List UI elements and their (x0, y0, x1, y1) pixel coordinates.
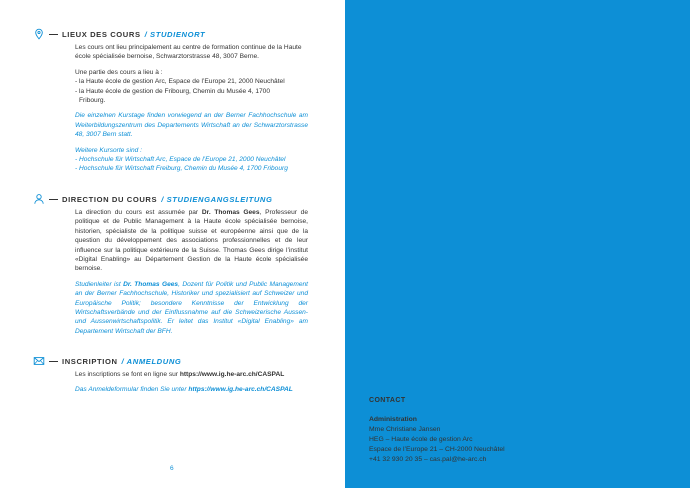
person-icon (33, 193, 45, 205)
lieux-de-paragraph-1: Die einzelnen Kurstage finden vorwiegend an der Berner Fachhochschule am Weiterbildungszentrum des Departements Wirtschaft an der Schwarztorstrasse 48, 3007 Bern statt. (75, 112, 308, 139)
heading-dash (49, 199, 58, 200)
contact-name: Mme Christiane Jansen (369, 426, 441, 433)
registration-link-de[interactable]: https://www.ig.he-arc.ch/CASPAL (188, 386, 293, 394)
contact-address: Espace de l’Europe 21 – CH-2000 Neuchâtel (369, 446, 505, 453)
contact-admin-label: Administration (369, 416, 417, 423)
lieux-paragraph-1: Les cours ont lieu principalement au centre de formation continue de la Haute école spécialisée bernoise, Schwarztorstrasse 48, 3007 Berne. (75, 44, 302, 61)
section-heading-inscription (33, 355, 181, 367)
contact-details (369, 415, 505, 465)
inscription-paragraph-fr: Les inscriptions se font en ligne sur https://www.ig.he-arc.ch/CASPAL (75, 371, 285, 378)
heading-dash (49, 34, 58, 35)
heading-de: / ANMELDUNG (121, 356, 182, 366)
direction-content (75, 208, 308, 342)
director-name-de: Dr. Thomas Gees (123, 280, 179, 288)
envelope-icon (33, 355, 45, 367)
heading-dash (49, 361, 58, 362)
contact-school: HEG – Haute école de gestion Arc (369, 436, 473, 443)
heading-de: / STUDIENGANGSLEITUNG (161, 194, 273, 204)
contact-phone-email[interactable]: +41 32 930 20 35 – cas.pal@he-arc.ch (369, 456, 487, 463)
lieux-paragraph-2: Une partie des cours a lieu à : - la Haute école de gestion Arc, Espace de l’Europe 21, 2000 Neuchâtel - la Haute école de gestion de Fribourg, Chemin du Musée 4, 1700 Fribourg. (75, 68, 285, 105)
inscription-paragraph-de: Das Anmeldeformular finden Sie unter https://www.ig.he-arc.ch/CASPAL (75, 386, 293, 394)
page-number: 6 (170, 465, 174, 472)
lieux-de-paragraph-2: Weitere Kursorte sind : - Hochschule für Wirtschaft Arc, Espace de l’Europe 21, 2000 Neuchâtel - Hochschule für Wirtschaft Freiburg, Chemin du Musée 4, 1700 Fribourg (75, 146, 288, 173)
heading-fr: LIEUX DES COURS (62, 29, 141, 39)
heading-de: / STUDIENORT (144, 29, 206, 39)
direction-paragraph-fr: La direction du cours est assumée par Dr. Thomas Gees, Professeur de politique et de Public Management à la Haute école spécialisée bernoise, historien, spécialiste de la politique suisse et européenne ainsi que de la question du développement des associations professionnelles et de leur influence sur la politique extérieure de la Suisse. Thomas Gees dirige l’institut «Digital Enabling» au Département Gestion de la Haute école spécialisée bernoise. (75, 209, 309, 273)
contact-heading: CONTACT (369, 397, 406, 404)
inscription-content (75, 370, 315, 401)
director-name: Dr. Thomas Gees (201, 209, 260, 216)
heading-fr: DIRECTION DU COURS (62, 194, 158, 204)
lieux-content (75, 43, 308, 180)
location-pin-icon (33, 28, 45, 40)
direction-paragraph-de: Studienleiter ist Dr. Thomas Gees, Dozent für Politik und Public Management an der Berner Fachhochschule, Historiker und spezialisiert auf Schweizer und Europäische Politik; besondere Kenntnisse der Entwicklung der Wirtschaftsverbände und der Einflussnahme auf die Schweizerische Aussen- und Aussenwirtschaftspolitik. Er leitet das Institut «Digital Enabling» am Departement Wirtschaft der BFH. (75, 280, 309, 335)
section-heading-lieux (33, 28, 205, 40)
heading-fr: INSCRIPTION (62, 356, 118, 366)
registration-link[interactable]: https://www.ig.he-arc.ch/CASPAL (179, 371, 285, 378)
section-heading-direction (33, 193, 273, 205)
